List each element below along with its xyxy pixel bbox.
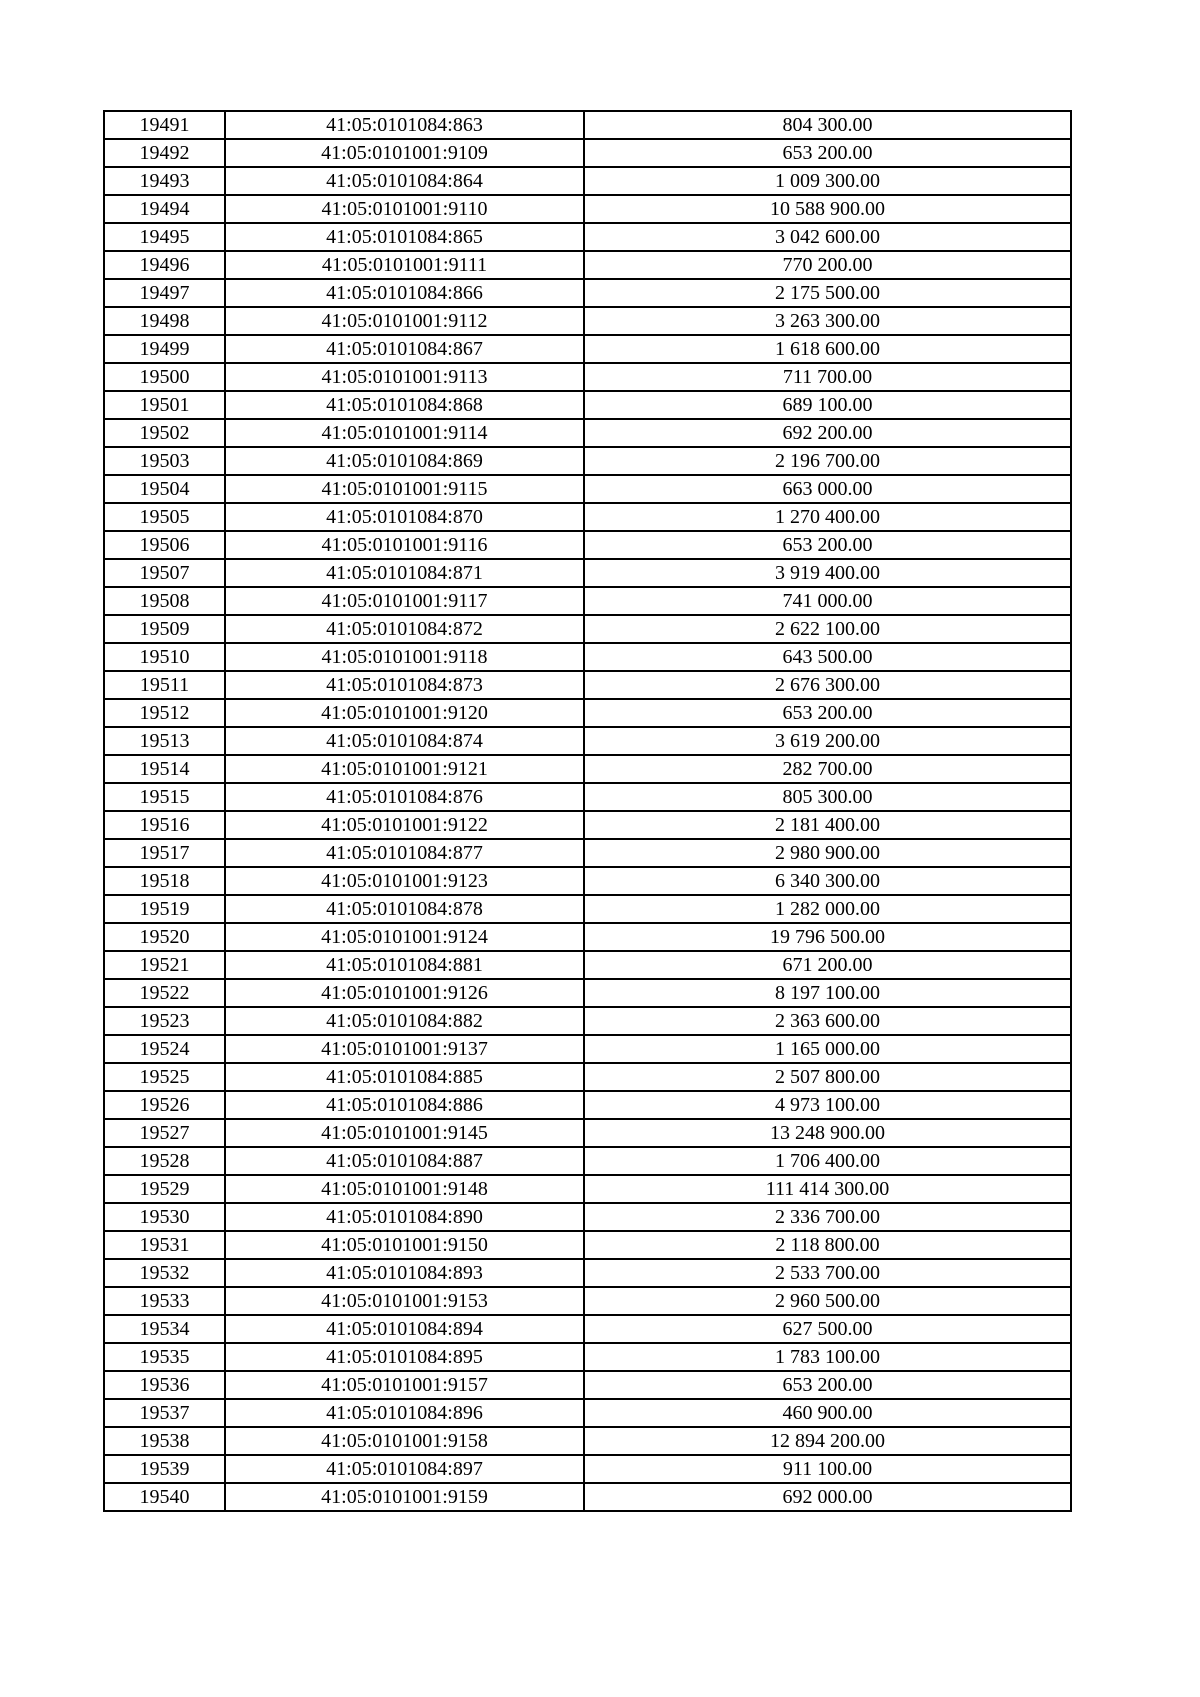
cadastral-number-cell: 41:05:0101084:885 — [225, 1063, 584, 1091]
cadastral-value-cell: 3 263 300.00 — [584, 307, 1071, 335]
cadastral-value-cell: 627 500.00 — [584, 1315, 1071, 1343]
table-row — [104, 531, 1071, 559]
row-number-cell: 19501 — [104, 391, 225, 419]
table-row — [104, 643, 1071, 671]
cadastral-value-cell: 663 000.00 — [584, 475, 1071, 503]
row-number-cell: 19499 — [104, 335, 225, 363]
cadastral-number-cell: 41:05:0101084:868 — [225, 391, 584, 419]
cadastral-value-cell: 653 200.00 — [584, 531, 1071, 559]
cadastral-value-cell: 19 796 500.00 — [584, 923, 1071, 951]
row-number-cell: 19532 — [104, 1259, 225, 1287]
cadastral-number-cell: 41:05:0101084:896 — [225, 1399, 584, 1427]
row-number-cell: 19491 — [104, 111, 225, 139]
cadastral-value-cell: 653 200.00 — [584, 699, 1071, 727]
cadastral-number-cell: 41:05:0101084:874 — [225, 727, 584, 755]
table-row — [104, 1007, 1071, 1035]
table-row — [104, 139, 1071, 167]
cadastral-number-cell: 41:05:0101001:9117 — [225, 587, 584, 615]
row-number-cell: 19523 — [104, 1007, 225, 1035]
cadastral-value-cell: 2 363 600.00 — [584, 1007, 1071, 1035]
cadastral-value-cell: 692 000.00 — [584, 1483, 1071, 1511]
row-number-cell: 19510 — [104, 643, 225, 671]
table-row — [104, 895, 1071, 923]
table-row — [104, 1063, 1071, 1091]
cadastral-number-cell: 41:05:0101084:869 — [225, 447, 584, 475]
row-number-cell: 19517 — [104, 839, 225, 867]
cadastral-value-cell: 2 336 700.00 — [584, 1203, 1071, 1231]
cadastral-value-cell: 1 783 100.00 — [584, 1343, 1071, 1371]
cadastral-number-cell: 41:05:0101084:867 — [225, 335, 584, 363]
table-row — [104, 363, 1071, 391]
row-number-cell: 19496 — [104, 251, 225, 279]
cadastral-value-cell: 282 700.00 — [584, 755, 1071, 783]
cadastral-value-cell: 2 196 700.00 — [584, 447, 1071, 475]
row-number-cell: 19533 — [104, 1287, 225, 1315]
cadastral-value-cell: 1 282 000.00 — [584, 895, 1071, 923]
cadastral-value-cell: 13 248 900.00 — [584, 1119, 1071, 1147]
table-row — [104, 167, 1071, 195]
row-number-cell: 19522 — [104, 979, 225, 1007]
table-row — [104, 335, 1071, 363]
table-row — [104, 1119, 1071, 1147]
table-row — [104, 1343, 1071, 1371]
cadastral-number-cell: 41:05:0101084:865 — [225, 223, 584, 251]
row-number-cell: 19492 — [104, 139, 225, 167]
row-number-cell: 19505 — [104, 503, 225, 531]
table-row — [104, 811, 1071, 839]
cadastral-number-cell: 41:05:0101001:9114 — [225, 419, 584, 447]
cadastral-value-cell: 1 009 300.00 — [584, 167, 1071, 195]
cadastral-number-cell: 41:05:0101084:878 — [225, 895, 584, 923]
cadastral-number-cell: 41:05:0101001:9113 — [225, 363, 584, 391]
cadastral-number-cell: 41:05:0101001:9157 — [225, 1371, 584, 1399]
table-row — [104, 1427, 1071, 1455]
row-number-cell: 19526 — [104, 1091, 225, 1119]
table-row — [104, 419, 1071, 447]
cadastral-value-cell: 460 900.00 — [584, 1399, 1071, 1427]
cadastral-value-cell: 2 622 100.00 — [584, 615, 1071, 643]
cadastral-value-cell: 2 175 500.00 — [584, 279, 1071, 307]
row-number-cell: 19502 — [104, 419, 225, 447]
row-number-cell: 19539 — [104, 1455, 225, 1483]
table-row — [104, 1315, 1071, 1343]
table-row — [104, 1287, 1071, 1315]
cadastral-number-cell: 41:05:0101001:9112 — [225, 307, 584, 335]
row-number-cell: 19507 — [104, 559, 225, 587]
row-number-cell: 19519 — [104, 895, 225, 923]
row-number-cell: 19528 — [104, 1147, 225, 1175]
cadastral-value-cell: 805 300.00 — [584, 783, 1071, 811]
cadastral-number-cell: 41:05:0101001:9109 — [225, 139, 584, 167]
cadastral-number-cell: 41:05:0101001:9110 — [225, 195, 584, 223]
cadastral-number-cell: 41:05:0101084:895 — [225, 1343, 584, 1371]
table-row — [104, 559, 1071, 587]
table-row — [104, 279, 1071, 307]
row-number-cell: 19493 — [104, 167, 225, 195]
table-row — [104, 1035, 1071, 1063]
cadastral-value-cell: 711 700.00 — [584, 363, 1071, 391]
cadastral-number-cell: 41:05:0101084:863 — [225, 111, 584, 139]
cadastral-value-cell: 10 588 900.00 — [584, 195, 1071, 223]
cadastral-number-cell: 41:05:0101001:9150 — [225, 1231, 584, 1259]
table-row — [104, 447, 1071, 475]
cadastral-value-cell: 671 200.00 — [584, 951, 1071, 979]
table-row — [104, 867, 1071, 895]
table-row — [104, 1455, 1071, 1483]
row-number-cell: 19534 — [104, 1315, 225, 1343]
table-row — [104, 755, 1071, 783]
table-row — [104, 475, 1071, 503]
cadastral-number-cell: 41:05:0101001:9115 — [225, 475, 584, 503]
table-row — [104, 1483, 1071, 1511]
cadastral-value-cell: 1 165 000.00 — [584, 1035, 1071, 1063]
cadastral-number-cell: 41:05:0101001:9120 — [225, 699, 584, 727]
row-number-cell: 19527 — [104, 1119, 225, 1147]
table-row — [104, 1203, 1071, 1231]
row-number-cell: 19521 — [104, 951, 225, 979]
table-row — [104, 1399, 1071, 1427]
cadastral-value-cell: 689 100.00 — [584, 391, 1071, 419]
table-row — [104, 1231, 1071, 1259]
cadastral-number-cell: 41:05:0101084:897 — [225, 1455, 584, 1483]
row-number-cell: 19503 — [104, 447, 225, 475]
row-number-cell: 19537 — [104, 1399, 225, 1427]
cadastral-number-cell: 41:05:0101084:890 — [225, 1203, 584, 1231]
row-number-cell: 19512 — [104, 699, 225, 727]
cadastral-value-table — [103, 110, 1072, 1512]
cadastral-value-cell: 6 340 300.00 — [584, 867, 1071, 895]
cadastral-value-cell: 111 414 300.00 — [584, 1175, 1071, 1203]
row-number-cell: 19509 — [104, 615, 225, 643]
cadastral-number-cell: 41:05:0101001:9159 — [225, 1483, 584, 1511]
cadastral-value-cell: 2 533 700.00 — [584, 1259, 1071, 1287]
row-number-cell: 19538 — [104, 1427, 225, 1455]
cadastral-number-cell: 41:05:0101001:9124 — [225, 923, 584, 951]
cadastral-number-cell: 41:05:0101084:871 — [225, 559, 584, 587]
cadastral-number-cell: 41:05:0101084:882 — [225, 1007, 584, 1035]
cadastral-number-cell: 41:05:0101084:870 — [225, 503, 584, 531]
cadastral-value-cell: 911 100.00 — [584, 1455, 1071, 1483]
cadastral-value-cell: 12 894 200.00 — [584, 1427, 1071, 1455]
row-number-cell: 19504 — [104, 475, 225, 503]
row-number-cell: 19531 — [104, 1231, 225, 1259]
table-row — [104, 391, 1071, 419]
table-row — [104, 111, 1071, 139]
cadastral-number-cell: 41:05:0101001:9126 — [225, 979, 584, 1007]
cadastral-value-cell: 741 000.00 — [584, 587, 1071, 615]
cadastral-number-cell: 41:05:0101001:9121 — [225, 755, 584, 783]
cadastral-number-cell: 41:05:0101001:9158 — [225, 1427, 584, 1455]
row-number-cell: 19520 — [104, 923, 225, 951]
cadastral-number-cell: 41:05:0101001:9111 — [225, 251, 584, 279]
cadastral-value-cell: 1 618 600.00 — [584, 335, 1071, 363]
cadastral-number-cell: 41:05:0101084:894 — [225, 1315, 584, 1343]
cadastral-value-cell: 653 200.00 — [584, 1371, 1071, 1399]
row-number-cell: 19514 — [104, 755, 225, 783]
cadastral-number-cell: 41:05:0101084:886 — [225, 1091, 584, 1119]
row-number-cell: 19535 — [104, 1343, 225, 1371]
cadastral-number-cell: 41:05:0101084:887 — [225, 1147, 584, 1175]
cadastral-value-cell: 3 042 600.00 — [584, 223, 1071, 251]
row-number-cell: 19516 — [104, 811, 225, 839]
cadastral-value-cell: 770 200.00 — [584, 251, 1071, 279]
table-row — [104, 1091, 1071, 1119]
row-number-cell: 19497 — [104, 279, 225, 307]
row-number-cell: 19530 — [104, 1203, 225, 1231]
cadastral-value-cell: 1 270 400.00 — [584, 503, 1071, 531]
cadastral-number-cell: 41:05:0101084:876 — [225, 783, 584, 811]
table-row — [104, 195, 1071, 223]
cadastral-value-cell: 2 676 300.00 — [584, 671, 1071, 699]
table-row — [104, 923, 1071, 951]
cadastral-number-cell: 41:05:0101001:9122 — [225, 811, 584, 839]
cadastral-value-cell: 804 300.00 — [584, 111, 1071, 139]
cadastral-value-cell: 1 706 400.00 — [584, 1147, 1071, 1175]
table-row — [104, 839, 1071, 867]
table-row — [104, 951, 1071, 979]
table-row — [104, 979, 1071, 1007]
cadastral-value-cell: 692 200.00 — [584, 419, 1071, 447]
cadastral-number-cell: 41:05:0101084:893 — [225, 1259, 584, 1287]
table-row — [104, 307, 1071, 335]
cadastral-value-cell: 2 507 800.00 — [584, 1063, 1071, 1091]
cadastral-number-cell: 41:05:0101084:872 — [225, 615, 584, 643]
cadastral-number-cell: 41:05:0101001:9123 — [225, 867, 584, 895]
row-number-cell: 19494 — [104, 195, 225, 223]
row-number-cell: 19525 — [104, 1063, 225, 1091]
cadastral-value-cell: 2 980 900.00 — [584, 839, 1071, 867]
cadastral-number-cell: 41:05:0101001:9145 — [225, 1119, 584, 1147]
cadastral-value-cell: 3 919 400.00 — [584, 559, 1071, 587]
table-row — [104, 783, 1071, 811]
row-number-cell: 19513 — [104, 727, 225, 755]
table-row — [104, 587, 1071, 615]
row-number-cell: 19498 — [104, 307, 225, 335]
row-number-cell: 19511 — [104, 671, 225, 699]
table-row — [104, 1147, 1071, 1175]
cadastral-value-cell: 3 619 200.00 — [584, 727, 1071, 755]
cadastral-value-cell: 2 118 800.00 — [584, 1231, 1071, 1259]
cadastral-number-cell: 41:05:0101084:866 — [225, 279, 584, 307]
row-number-cell: 19536 — [104, 1371, 225, 1399]
cadastral-number-cell: 41:05:0101001:9153 — [225, 1287, 584, 1315]
row-number-cell: 19524 — [104, 1035, 225, 1063]
cadastral-number-cell: 41:05:0101001:9137 — [225, 1035, 584, 1063]
table-row — [104, 1259, 1071, 1287]
row-number-cell: 19518 — [104, 867, 225, 895]
cadastral-number-cell: 41:05:0101001:9116 — [225, 531, 584, 559]
cadastral-value-cell: 643 500.00 — [584, 643, 1071, 671]
cadastral-number-cell: 41:05:0101084:864 — [225, 167, 584, 195]
table-row — [104, 671, 1071, 699]
row-number-cell: 19508 — [104, 587, 225, 615]
row-number-cell: 19500 — [104, 363, 225, 391]
cadastral-value-cell: 8 197 100.00 — [584, 979, 1071, 1007]
table-row — [104, 1371, 1071, 1399]
cadastral-value-cell: 4 973 100.00 — [584, 1091, 1071, 1119]
cadastral-value-cell: 2 960 500.00 — [584, 1287, 1071, 1315]
row-number-cell: 19515 — [104, 783, 225, 811]
table-row — [104, 699, 1071, 727]
row-number-cell: 19506 — [104, 531, 225, 559]
cadastral-value-cell: 653 200.00 — [584, 139, 1071, 167]
cadastral-number-cell: 41:05:0101001:9148 — [225, 1175, 584, 1203]
row-number-cell: 19540 — [104, 1483, 225, 1511]
table-row — [104, 503, 1071, 531]
table-body — [104, 111, 1071, 1511]
table-row — [104, 223, 1071, 251]
table-row — [104, 615, 1071, 643]
cadastral-value-cell: 2 181 400.00 — [584, 811, 1071, 839]
table-row — [104, 727, 1071, 755]
cadastral-number-cell: 41:05:0101084:877 — [225, 839, 584, 867]
row-number-cell: 19529 — [104, 1175, 225, 1203]
cadastral-number-cell: 41:05:0101001:9118 — [225, 643, 584, 671]
table-row — [104, 1175, 1071, 1203]
cadastral-number-cell: 41:05:0101084:873 — [225, 671, 584, 699]
row-number-cell: 19495 — [104, 223, 225, 251]
table-row — [104, 251, 1071, 279]
cadastral-number-cell: 41:05:0101084:881 — [225, 951, 584, 979]
